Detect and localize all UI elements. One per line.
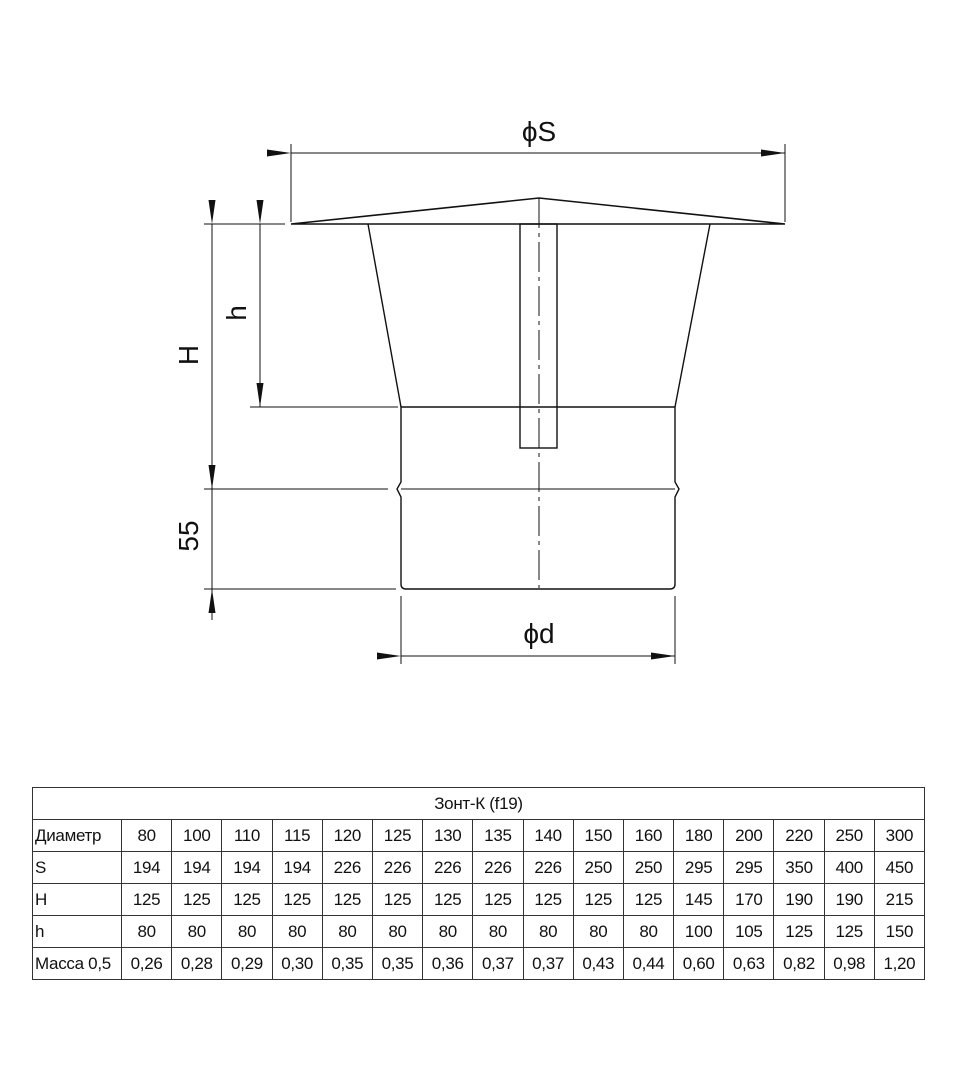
table-cell: 250 xyxy=(824,820,874,852)
table-cell: 125 xyxy=(372,884,422,916)
table-title: Зонт-К (f19) xyxy=(33,788,925,820)
dimension-S xyxy=(291,116,785,153)
table-cell: 100 xyxy=(674,916,724,948)
table-cell: 80 xyxy=(322,916,372,948)
table-row xyxy=(33,884,925,916)
table-cell: 80 xyxy=(272,916,322,948)
table-cell: 190 xyxy=(774,884,824,916)
table-cell: 100 xyxy=(172,820,222,852)
table-cell: 135 xyxy=(473,820,523,852)
table-cell: 226 xyxy=(372,852,422,884)
table-cell: 125 xyxy=(824,916,874,948)
table-cell: 250 xyxy=(573,852,623,884)
table-cell: 0,37 xyxy=(523,948,573,980)
table-cell: 295 xyxy=(724,852,774,884)
row-label: H xyxy=(33,884,122,916)
table-cell: 125 xyxy=(272,884,322,916)
table-cell: 125 xyxy=(122,884,172,916)
table-cell: 105 xyxy=(724,916,774,948)
table-cell: 194 xyxy=(122,852,172,884)
table-cell: 125 xyxy=(222,884,272,916)
table-cell: 125 xyxy=(473,884,523,916)
row-label: Диаметр xyxy=(33,820,122,852)
dimension-55 xyxy=(173,489,216,620)
dimension-H-label: H xyxy=(173,344,204,366)
table-cell: 450 xyxy=(874,852,924,884)
table-cell: 0,60 xyxy=(674,948,724,980)
pipe-body xyxy=(397,407,679,589)
extension-lines xyxy=(204,144,785,664)
table-cell: 200 xyxy=(724,820,774,852)
table-cell: 215 xyxy=(874,884,924,916)
table-cell: 125 xyxy=(774,916,824,948)
table-cell: 0,82 xyxy=(774,948,824,980)
table-cell: 80 xyxy=(122,820,172,852)
table-cell: 300 xyxy=(874,820,924,852)
table-cell: 125 xyxy=(523,884,573,916)
row-label: h xyxy=(33,916,122,948)
table-cell: 194 xyxy=(272,852,322,884)
table-row xyxy=(33,916,925,948)
table-cell: 0,28 xyxy=(172,948,222,980)
table-cell: 0,30 xyxy=(272,948,322,980)
table-cell: 150 xyxy=(874,916,924,948)
table-title-row xyxy=(33,788,925,820)
table-cell: 190 xyxy=(824,884,874,916)
table-cell: 226 xyxy=(523,852,573,884)
table-cell: 80 xyxy=(473,916,523,948)
table-cell: 80 xyxy=(222,916,272,948)
table-cell: 80 xyxy=(523,916,573,948)
dimension-d-label: ϕd xyxy=(523,618,555,649)
row-label: S xyxy=(33,852,122,884)
table-cell: 125 xyxy=(172,884,222,916)
table-cell: 160 xyxy=(623,820,673,852)
dimension-h-label: h xyxy=(221,305,252,321)
table-row xyxy=(33,820,925,852)
table-cell: 80 xyxy=(372,916,422,948)
table-cell: 80 xyxy=(573,916,623,948)
table-cell: 120 xyxy=(322,820,372,852)
table-cell: 125 xyxy=(573,884,623,916)
cap-roof xyxy=(291,198,785,224)
table-cell: 140 xyxy=(523,820,573,852)
table-cell: 0,36 xyxy=(423,948,473,980)
table-cell: 0,37 xyxy=(473,948,523,980)
table-cell: 125 xyxy=(322,884,372,916)
specification-table xyxy=(32,787,925,980)
table-cell: 125 xyxy=(623,884,673,916)
table-cell: 220 xyxy=(774,820,824,852)
table-cell: 194 xyxy=(172,852,222,884)
table-cell: 145 xyxy=(674,884,724,916)
table-cell: 350 xyxy=(774,852,824,884)
dimension-h xyxy=(221,224,260,407)
table-cell: 80 xyxy=(623,916,673,948)
table-cell: 150 xyxy=(573,820,623,852)
table-cell: 125 xyxy=(423,884,473,916)
table-cell: 0,35 xyxy=(372,948,422,980)
table-cell: 0,35 xyxy=(322,948,372,980)
table-cell: 0,26 xyxy=(122,948,172,980)
table-cell: 250 xyxy=(623,852,673,884)
table-cell: 1,20 xyxy=(874,948,924,980)
dimension-S-label: ϕS xyxy=(521,116,557,147)
table-cell: 80 xyxy=(423,916,473,948)
table-cell: 0,98 xyxy=(824,948,874,980)
table-cell: 0,63 xyxy=(724,948,774,980)
table-cell: 0,29 xyxy=(222,948,272,980)
table-row xyxy=(33,852,925,884)
table-cell: 110 xyxy=(222,820,272,852)
table-cell: 226 xyxy=(473,852,523,884)
table-cell: 125 xyxy=(372,820,422,852)
table-cell: 80 xyxy=(172,916,222,948)
dimension-d xyxy=(401,618,675,656)
table-cell: 180 xyxy=(674,820,724,852)
table-cell: 80 xyxy=(122,916,172,948)
table-cell: 115 xyxy=(272,820,322,852)
dimension-55-label: 55 xyxy=(173,520,204,552)
table-cell: 226 xyxy=(322,852,372,884)
row-label: Масса 0,5 xyxy=(33,948,122,980)
table-cell: 130 xyxy=(423,820,473,852)
table-cell: 295 xyxy=(674,852,724,884)
table-cell: 194 xyxy=(222,852,272,884)
table-cell: 226 xyxy=(423,852,473,884)
table-cell: 0,44 xyxy=(623,948,673,980)
table-cell: 400 xyxy=(824,852,874,884)
table-cell: 0,43 xyxy=(573,948,623,980)
table-cell: 170 xyxy=(724,884,774,916)
dimension-H xyxy=(173,224,212,489)
table-row xyxy=(33,948,925,980)
